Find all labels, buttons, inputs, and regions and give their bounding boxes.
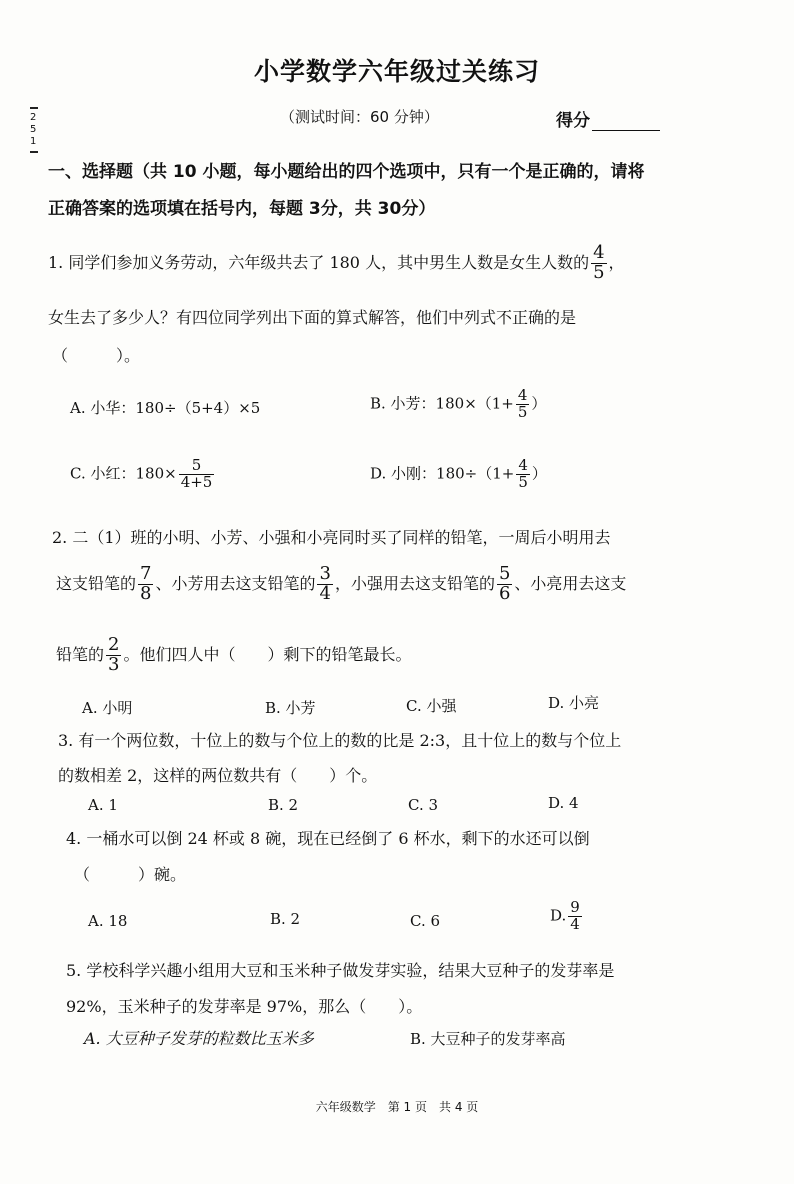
q2-text-a: 这支铅笔的 <box>56 573 137 593</box>
q1-comma: ， <box>608 252 625 272</box>
frac-num: 5 <box>498 563 511 584</box>
q2-text-d: 、小亮用去这支 <box>514 573 627 593</box>
frac-num: 4 <box>517 386 528 404</box>
q1-fraction <box>591 244 606 283</box>
q1-option-d-close: ） <box>531 464 547 483</box>
mark-bar <box>30 151 38 153</box>
q2-option-d[interactable]: D. 小亮 <box>548 694 600 712</box>
q1-option-d-text: D. 小刚：180÷（1+ <box>370 464 515 483</box>
margin-mark-text: 2 5 1 <box>30 112 37 147</box>
frac-num: 7 <box>140 563 152 584</box>
q2-line1: 2. 二（1）班的小明、小芳、小强和小亮同时买了同样的铅笔，一周后小明用去 <box>52 528 611 547</box>
q1-frac-den: 5 <box>593 261 605 283</box>
q1-option-c-fraction <box>179 458 215 491</box>
q4-line1: 4. 一桶水可以倒 24 杯或 8 碗，现在已经倒了 6 杯水，剩下的水还可以倒 <box>66 829 590 848</box>
frac-den: 4 <box>319 582 331 604</box>
margin-mark <box>30 104 40 156</box>
section1-header-line1: 一、选择题（共 10 小题，每小题给出的四个选项中，只有一个是正确的，请将 <box>48 162 645 182</box>
frac-den: 6 <box>498 582 511 604</box>
q2-fraction-xiaoqiang <box>497 565 512 604</box>
q1-option-b[interactable] <box>370 388 546 421</box>
test-time: （测试时间：60 分钟） <box>280 108 439 126</box>
mark-bar <box>30 107 38 109</box>
q3-line2: 的数相差 2，这样的两位数共有（ ）个。 <box>58 766 378 785</box>
q1-text: 1. 同学们参加义务劳动，六年级共去了 180 人，其中男生人数是女生人数的 <box>48 252 590 272</box>
q1-option-b-text: B. 小芳：180×（1+ <box>370 394 514 413</box>
frac-num: 4 <box>518 456 528 474</box>
q1-option-c[interactable] <box>70 458 216 491</box>
q3-option-a[interactable]: A. 1 <box>88 796 118 814</box>
q1-option-d[interactable] <box>370 458 547 491</box>
frac-num: 3 <box>319 563 331 584</box>
q1-frac-num: 4 <box>593 242 605 263</box>
q2-line2 <box>56 565 626 604</box>
q4-option-a[interactable]: A. 18 <box>88 912 128 930</box>
q1-option-a[interactable]: A. 小华：180÷（5+4）×5 <box>70 399 261 417</box>
section1-header-line2: 正确答案的选项填在括号内，每题 3分，共 30分） <box>48 199 436 219</box>
q3-option-c[interactable]: C. 3 <box>408 796 439 814</box>
score-label: 得分 <box>556 111 590 131</box>
q3-option-d[interactable]: D. 4 <box>548 794 579 812</box>
page-title: 小学数学六年级过关练习 <box>253 57 540 86</box>
q2-text-f: 。他们四人中（ ）剩下的铅笔最长。 <box>123 644 412 664</box>
q2-fraction-xiaoliang <box>106 636 121 675</box>
q1-option-b-fraction <box>516 388 530 421</box>
q5-line1: 5. 学校科学兴趣小组用大豆和玉米种子做发芽实验，结果大豆种子的发芽率是 <box>66 961 615 980</box>
q4-option-d-fraction <box>568 900 582 933</box>
q4-option-c[interactable]: C. 6 <box>410 912 441 930</box>
page-footer: 六年级数学 第 1 页 共 4 页 <box>315 1100 479 1114</box>
q4-answer-blank[interactable]: （ ）碗。 <box>74 865 187 884</box>
frac-num: 5 <box>191 456 202 474</box>
frac-den: 4 <box>570 914 580 933</box>
q3-option-b[interactable]: B. 2 <box>268 796 299 814</box>
frac-den: 5 <box>517 402 528 421</box>
q5-option-b[interactable]: B. 大豆种子的发芽率高 <box>410 1030 566 1048</box>
q1-answer-blank[interactable]: （ ）。 <box>52 346 141 365</box>
q4-option-b[interactable]: B. 2 <box>270 910 301 928</box>
q3-line1: 3. 有一个两位数，十位上的数与个位上的数的比是 2:3，且十位上的数与个位上 <box>58 731 622 750</box>
frac-den: 3 <box>108 653 120 675</box>
frac-num: 2 <box>108 634 120 655</box>
q2-fraction-xiaoming <box>138 565 153 604</box>
q2-line3 <box>56 636 411 675</box>
q1-line1 <box>48 244 625 283</box>
score-field <box>556 106 660 131</box>
q2-fraction-xiaofang <box>317 565 332 604</box>
q2-option-a[interactable]: A. 小明 <box>82 699 133 717</box>
frac-den: 8 <box>140 582 152 604</box>
q5-line2: 92%，玉米种子的发芽率是 97%，那么（ ）。 <box>66 997 423 1016</box>
score-blank[interactable] <box>592 112 660 131</box>
q1-option-b-close: ） <box>531 394 547 413</box>
frac-num: 9 <box>570 898 580 916</box>
q1-option-d-fraction <box>516 458 530 491</box>
frac-den: 5 <box>518 472 528 491</box>
q2-text-b: 、小芳用去这支铅笔的 <box>155 573 316 593</box>
q4-option-d-text: D. <box>550 906 567 925</box>
q2-option-b[interactable]: B. 小芳 <box>265 699 316 717</box>
q2-option-c[interactable]: C. 小强 <box>406 697 457 715</box>
q4-option-d[interactable] <box>550 900 584 933</box>
q1-line2: 女生去了多少人？有四位同学列出下面的算式解答，他们中列式不正确的是 <box>48 308 577 327</box>
q2-text-e: 铅笔的 <box>56 644 105 664</box>
frac-den: 4+5 <box>180 472 213 491</box>
q1-option-c-text: C. 小红：180× <box>70 464 177 483</box>
q2-text-c: ，小强用去这支铅笔的 <box>334 573 495 593</box>
q5-option-a[interactable]: A. 大豆种子发芽的粒数比玉米多 <box>84 1029 314 1048</box>
